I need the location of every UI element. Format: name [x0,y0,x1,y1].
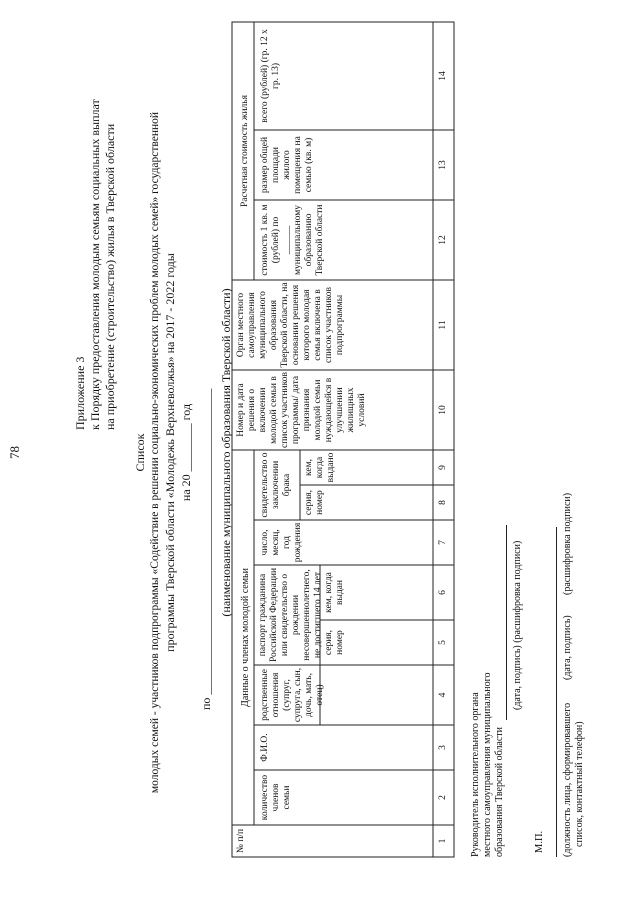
col-number: 4 [438,692,448,698]
footer-decode: (расшифровка подписи) [562,492,573,595]
footer-head-line-2: местного самоуправления муниципального [482,672,493,857]
appendix-line-1: Приложение 3 [73,356,87,430]
footer-mp: М.П. [534,830,545,853]
header-cost-sqm: стоимость 1 кв. м (рублей) по ______ муниципальному образованию Тверской области [260,204,325,276]
col-number: 11 [438,320,448,330]
header-organ: Орган местного самоуправления муниципального образования Тверской области, на основании решения которого молодая семья включена в список участников подпрограммы [236,282,345,368]
header-marriage-issued: кем, когда выдано [304,452,336,483]
title-line-3: программы Тверской области «Молодежь Верхневолжья» на 2017 - 2022 годы [163,253,177,652]
appendix-line-2: к Порядку предоставления молодым семьям социальных выплат [88,99,102,430]
col-number: 9 [438,465,448,470]
header-marriage: свидетельство о заключении брака [260,452,292,518]
header-fio: Ф.И.О. [260,733,270,762]
header-relation: родственные отношения (супруг, супруга, сын, дочь, мать, отец) [260,667,325,723]
header-birthdate: число, месяц, год рождения [260,522,303,563]
col-number: 7 [438,540,448,545]
header-count: количество членов семьи [260,774,292,821]
col-number: 1 [438,838,448,844]
title-list: Список [133,433,147,472]
header-area: размер общей площади жилого помещения на семью (кв. м) [260,136,314,194]
footer-date-sign: (дата, подпись) [562,615,573,680]
footer-separator [556,527,557,857]
title-municipality-caption: (наименование муниципального образования Тверской области) [219,288,233,617]
col-number: 6 [438,590,448,595]
header-marriage-series: серия, номер [304,489,325,516]
col-number: 2 [438,795,448,800]
header-series-number: серия, номер [324,629,345,656]
col-number: 12 [438,235,448,245]
col-number: 5 [438,640,448,645]
title-line-2: молодых семей - участников подпрограммы «Содействие в решении социально-экономических проблем молодых семей» государственной [149,111,161,794]
footer-head-line-1: Руководитель исполнительного органа [470,692,481,857]
header-total: всего (рублей) (гр. 12 х гр. 13) [260,29,281,123]
appendix-line-3: на приобретение (строительство) жилья в Тверской области [103,123,117,430]
header-passport: паспорт гражданина Российской Федерации или свидетельство о рождении несовершеннолетнего, не достигшего 14 лет [258,567,323,663]
col-number: 8 [438,500,448,505]
col-number: 13 [438,160,448,170]
col-number: 10 [438,405,448,415]
footer-person-line-1: (должность лица, сформировавшего [562,702,573,857]
title-year: на 20 ________ год [179,403,193,502]
footer-sign-caption: (дата, подпись) (расшифровка подписи) [512,540,523,710]
header-num: № п/п [236,828,246,854]
footer-person-line-2: список, контактный телефон) [574,721,585,847]
header-cost: Расчетная стоимость жилья [240,95,250,207]
header-decision: Номер и дата решения о включении молодой семьи в список участников программы/ дата признания молодой семьи нуждающейся в улучшении жилищных условий [236,372,367,448]
col-number: 3 [438,745,448,750]
header-issued-by: кем, когда выдан [324,572,345,613]
title-municipality-line: по ___________________________________________________ [199,388,213,710]
page-number: 78 [7,446,22,459]
footer-sign-line [506,525,507,720]
header-data-members: Данные о членах молодой семьи [240,568,251,707]
footer-head-line-3: образования Тверской области [494,726,505,857]
col-number: 14 [438,71,448,81]
